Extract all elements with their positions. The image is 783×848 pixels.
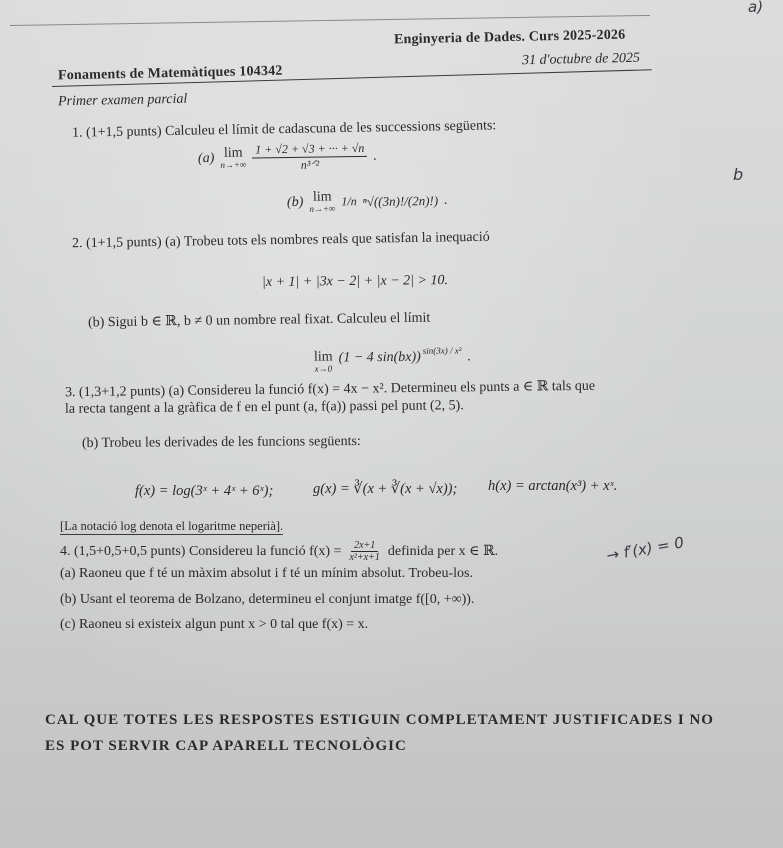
problem-4c: (c) Raoneu si existeix algun punt x > 0 tal que f(x) = x. <box>60 617 369 632</box>
problem-1b-end: . <box>444 192 448 208</box>
exam-date: 31 d'octubre de 2025 <box>521 50 641 69</box>
problem-2-inequality: |x + 1| + |3x − 2| + |x − 2| > 10. <box>261 273 448 290</box>
problem-2b-lim: lim <box>313 349 333 365</box>
problem-2b-limit <box>314 345 471 373</box>
problem-3-line1: 3. (1,3+1,2 punts) (a) Considereu la funció f(x) = 4x − x². Determineu els punts a ∈ ℝ tals que <box>64 378 596 401</box>
problem-2b-sub: x→0 <box>314 363 333 374</box>
problem-2b-text: (b) Sigui b ∈ ℝ, b ≠ 0 un nombre real fixat. Calculeu el límit <box>87 310 431 331</box>
problem-1b <box>287 189 448 214</box>
problem-1a-label: (a) <box>197 150 215 166</box>
problem-4-frac-den: x²+x+1 <box>349 552 380 563</box>
problem-1a <box>198 141 377 174</box>
problem-4b: (b) Usant el teorema de Bolzano, determineu el conjunt imatge f([0, +∞)). <box>60 592 475 607</box>
problem-1b-root: ⁿ√((3n)!/(2n)!) <box>362 192 439 209</box>
problem-1-intro: 1. (1+1,5 punts) Calculeu el límit de cadascuna de les successions següents: <box>71 118 497 141</box>
course-title: Fonaments de Matemàtiques 104342 <box>57 63 283 84</box>
problem-3b-text: (b) Trobeu les derivades de les funcions següents: <box>81 434 361 451</box>
footer-line-2: ES POT SERVIR CAP APARELL TECNOLÒGIC <box>45 738 407 754</box>
problem-1a-lim: lim <box>223 145 243 161</box>
problem-3-g: g(x) = ∛(x + ∛(x + √x)); <box>313 481 458 497</box>
margin-note-b: b <box>733 165 744 184</box>
problem-1a-sub: n→+∞ <box>220 159 247 170</box>
header-top-rule <box>10 15 650 26</box>
problem-1b-lim: lim <box>312 189 332 205</box>
log-note: [La notació log denota el logaritme neperià]. <box>60 519 284 533</box>
problem-1a-numerator: 1 + √2 + √3 + ··· + √n <box>252 141 367 159</box>
problem-4-intro-b: definida per x ∈ ℝ. <box>387 544 499 559</box>
exam-title: Primer examen parcial <box>57 91 188 110</box>
problem-3-line2: la recta tangent a la gràfica de f en el punt (a, f(a)) passi pel punt (2, 5). <box>64 398 464 417</box>
problem-1b-sub: n→+∞ <box>309 203 336 214</box>
problem-4-frac-num: 2x+1 <box>351 540 378 552</box>
handwritten-scribble: → f′(x) = 0 <box>605 533 686 565</box>
problem-4-intro-a: 4. (1,5+0,5+0,5 punts) Considereu la funció f(x) = <box>60 543 342 559</box>
problem-2b-expr: (1 − 4 sin(bx)) <box>338 349 421 366</box>
margin-mark: a) <box>748 0 764 16</box>
problem-3-h: h(x) = arctan(x³) + xˣ. <box>488 478 618 494</box>
problem-1b-coef: 1/n <box>341 194 357 209</box>
footer-line-1: CAL QUE TOTES LES RESPOSTES ESTIGUIN COMPLETAMENT JUSTIFICADES I NO <box>45 712 714 728</box>
problem-2-intro: 2. (1+1,5 punts) (a) Trobeu tots els nombres reals que satisfan la inequació <box>71 229 490 252</box>
problem-3-f: f(x) = log(3ˣ + 4ˣ + 6ˣ); <box>135 483 274 499</box>
problem-4a: (a) Raoneu que f té un màxim absolut i f té un mínim absolut. Trobeu-los. <box>60 566 473 581</box>
problem-1b-label: (b) <box>286 194 304 210</box>
degree-title: Enginyeria de Dades. Curs 2025-2026 <box>393 27 626 48</box>
problem-4-intro <box>60 540 498 563</box>
problem-1a-end: . <box>373 148 378 164</box>
problem-1a-denominator: n³ᐟ² <box>300 157 320 172</box>
problem-2b-end: . <box>467 349 472 365</box>
problem-2b-exponent: sin(3x) / x² <box>422 345 462 356</box>
